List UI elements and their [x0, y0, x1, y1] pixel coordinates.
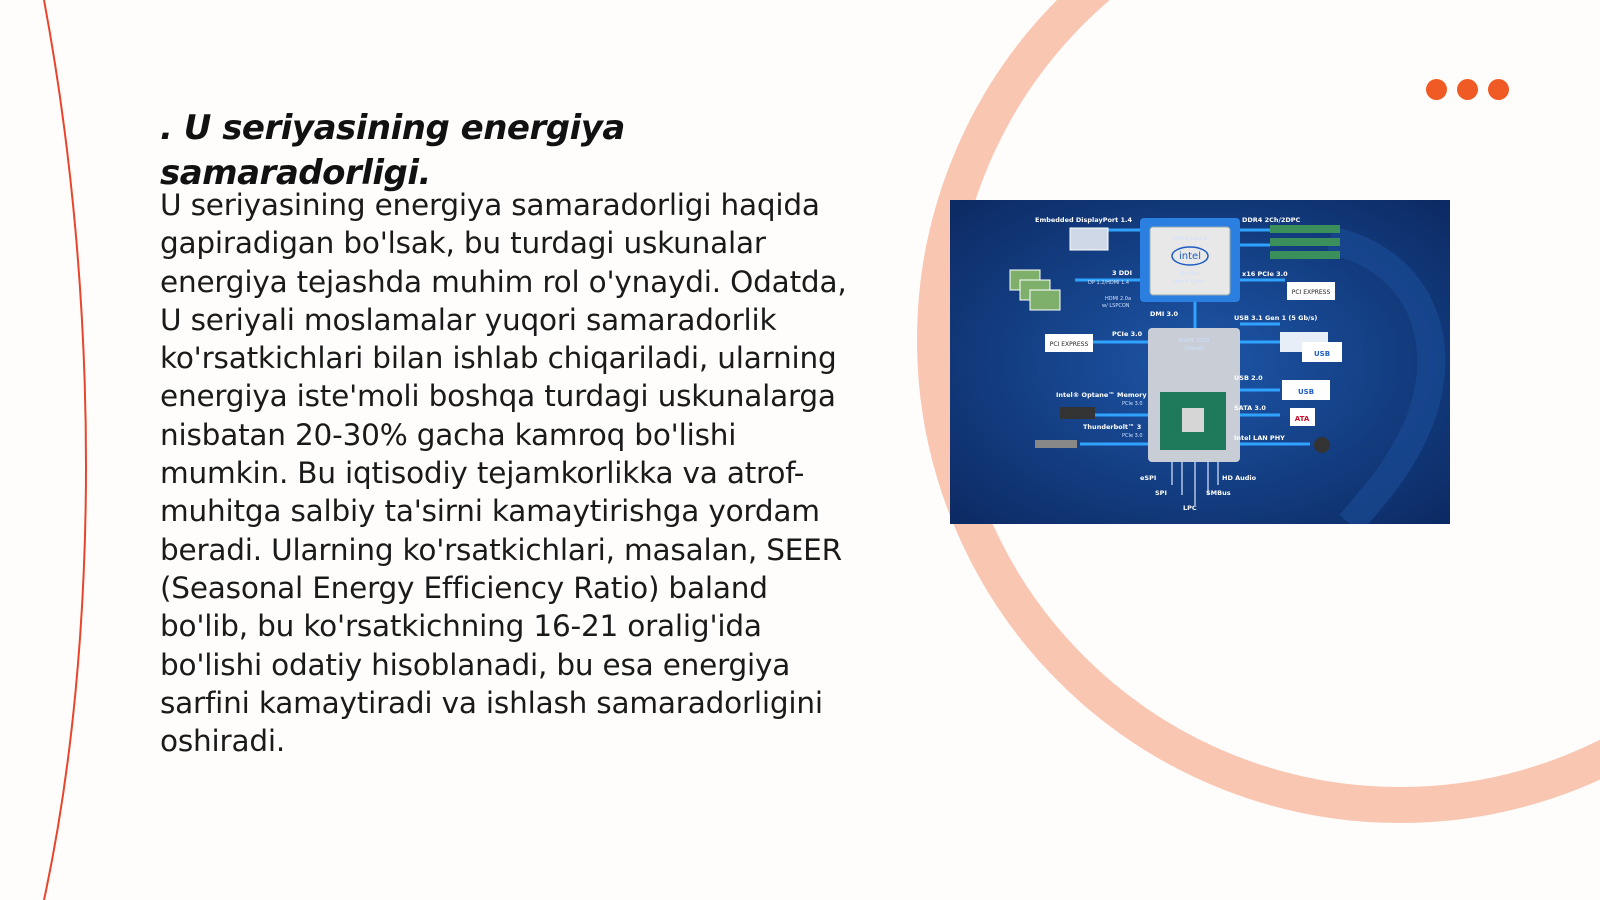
monitor-icon-3	[1030, 290, 1060, 310]
sata-logo-text: ATA	[1294, 415, 1310, 423]
thunderbolt-cable-icon	[1035, 440, 1077, 448]
label-ddr4: DDR4 2Ch/2DPC	[1242, 216, 1301, 224]
cpu-codename: Coffee Lake-S	[1172, 236, 1208, 242]
usb2-logo-text: USB	[1297, 388, 1315, 396]
slide-body-text: U seriyasining energiya samaradorligi haqida gapiradigan bo'lsak, bu turdagi uskunalar energiya tejashda muhim rol o'ynaydi. Odatda, U seriyali moslamalar yuqori samaradorlik ko'rsatkichlari bilan ishlab chiqariladi, ularning energiya iste'moli boshqa turdagi uskunalarga nisbatan 20-30% gacha kamroq bo'lishi mumkin. Bu iqtisodiy tejamkorlikka va atrof-muhitga salbiy ta'sirni kamaytirishga yordam beradi. Ularning ko'rsatkichlari, masalan, SEER (Seasonal Energy Efficiency Ratio) baland bo'lib, bu ko'rsatkichning 16-21 oralig'ida bo'lishi odatiy hisoblanadi, bu esa energiya sarfini kamaytiradi va ishlash samaradorligini oshiradi.	[160, 188, 847, 759]
label-pcie16: x16 PCIe 3.0	[1242, 270, 1288, 278]
laptop-display-icon	[1070, 228, 1108, 250]
intel-logo-text: intel	[1179, 251, 1201, 262]
dot-3	[1488, 79, 1509, 100]
label-edp: Embedded DisplayPort 1.4	[1035, 216, 1133, 224]
dimm-icon-1	[1270, 225, 1340, 233]
label-ddi-sub: DP 1.2/HDMI 1.4	[1088, 280, 1130, 286]
dimm-icon-2	[1270, 238, 1340, 246]
label-espi: eSPI	[1140, 474, 1157, 482]
label-dmi: DMI 3.0	[1150, 310, 1179, 318]
chipset-label: Chipset	[1184, 346, 1204, 352]
label-optane-sub: PCIe 3.0	[1122, 401, 1143, 407]
chipset-block-diagram	[950, 200, 1450, 524]
label-hd-audio: HD Audio	[1222, 474, 1257, 482]
label-hdmi: HDMI 2.0a	[1105, 296, 1132, 302]
pci-express-logo-right-text: PCI EXPRESS	[1291, 289, 1331, 296]
slide-title: . U seriyasining energiya samaradorligi.	[160, 108, 625, 193]
pci-express-logo-left-text: PCI EXPRESS	[1049, 341, 1089, 348]
label-usb20: USB 2.0	[1234, 374, 1263, 382]
optane-module-icon	[1060, 407, 1095, 419]
cpu-generation: 8th Gen	[1179, 271, 1201, 277]
label-lan: Intel LAN PHY	[1234, 434, 1285, 442]
label-smbus: SMBus	[1206, 489, 1231, 497]
label-ddi: 3 DDI	[1112, 269, 1132, 277]
decorative-dots	[1426, 79, 1509, 100]
dimm-icon-3	[1270, 251, 1340, 259]
label-spi: SPI	[1155, 489, 1167, 497]
lan-port-icon	[1314, 437, 1330, 453]
label-thunderbolt: Thunderbolt™ 3	[1083, 423, 1142, 431]
label-sata: SATA 3.0	[1234, 404, 1266, 412]
label-optane: Intel® Optane™ Memory	[1056, 391, 1147, 399]
chipset-name: Intel® Z370	[1178, 338, 1210, 344]
dot-2	[1457, 79, 1478, 100]
dot-1	[1426, 79, 1447, 100]
usb3-logo-text: USB	[1313, 350, 1331, 358]
label-pcie3: PCIe 3.0	[1112, 330, 1143, 338]
label-usb31: USB 3.1 Gen 1 (5 Gb/s)	[1234, 314, 1318, 322]
cpu-brand: Intel® Core™	[1172, 279, 1208, 285]
left-arc-line	[44, 0, 86, 900]
label-hdmi-sub: w/ LSPCON	[1102, 303, 1130, 309]
label-lpc: LPC	[1183, 504, 1197, 512]
label-thunderbolt-sub: PCIe 3.0	[1122, 433, 1143, 439]
diagram-svg	[950, 200, 1450, 524]
